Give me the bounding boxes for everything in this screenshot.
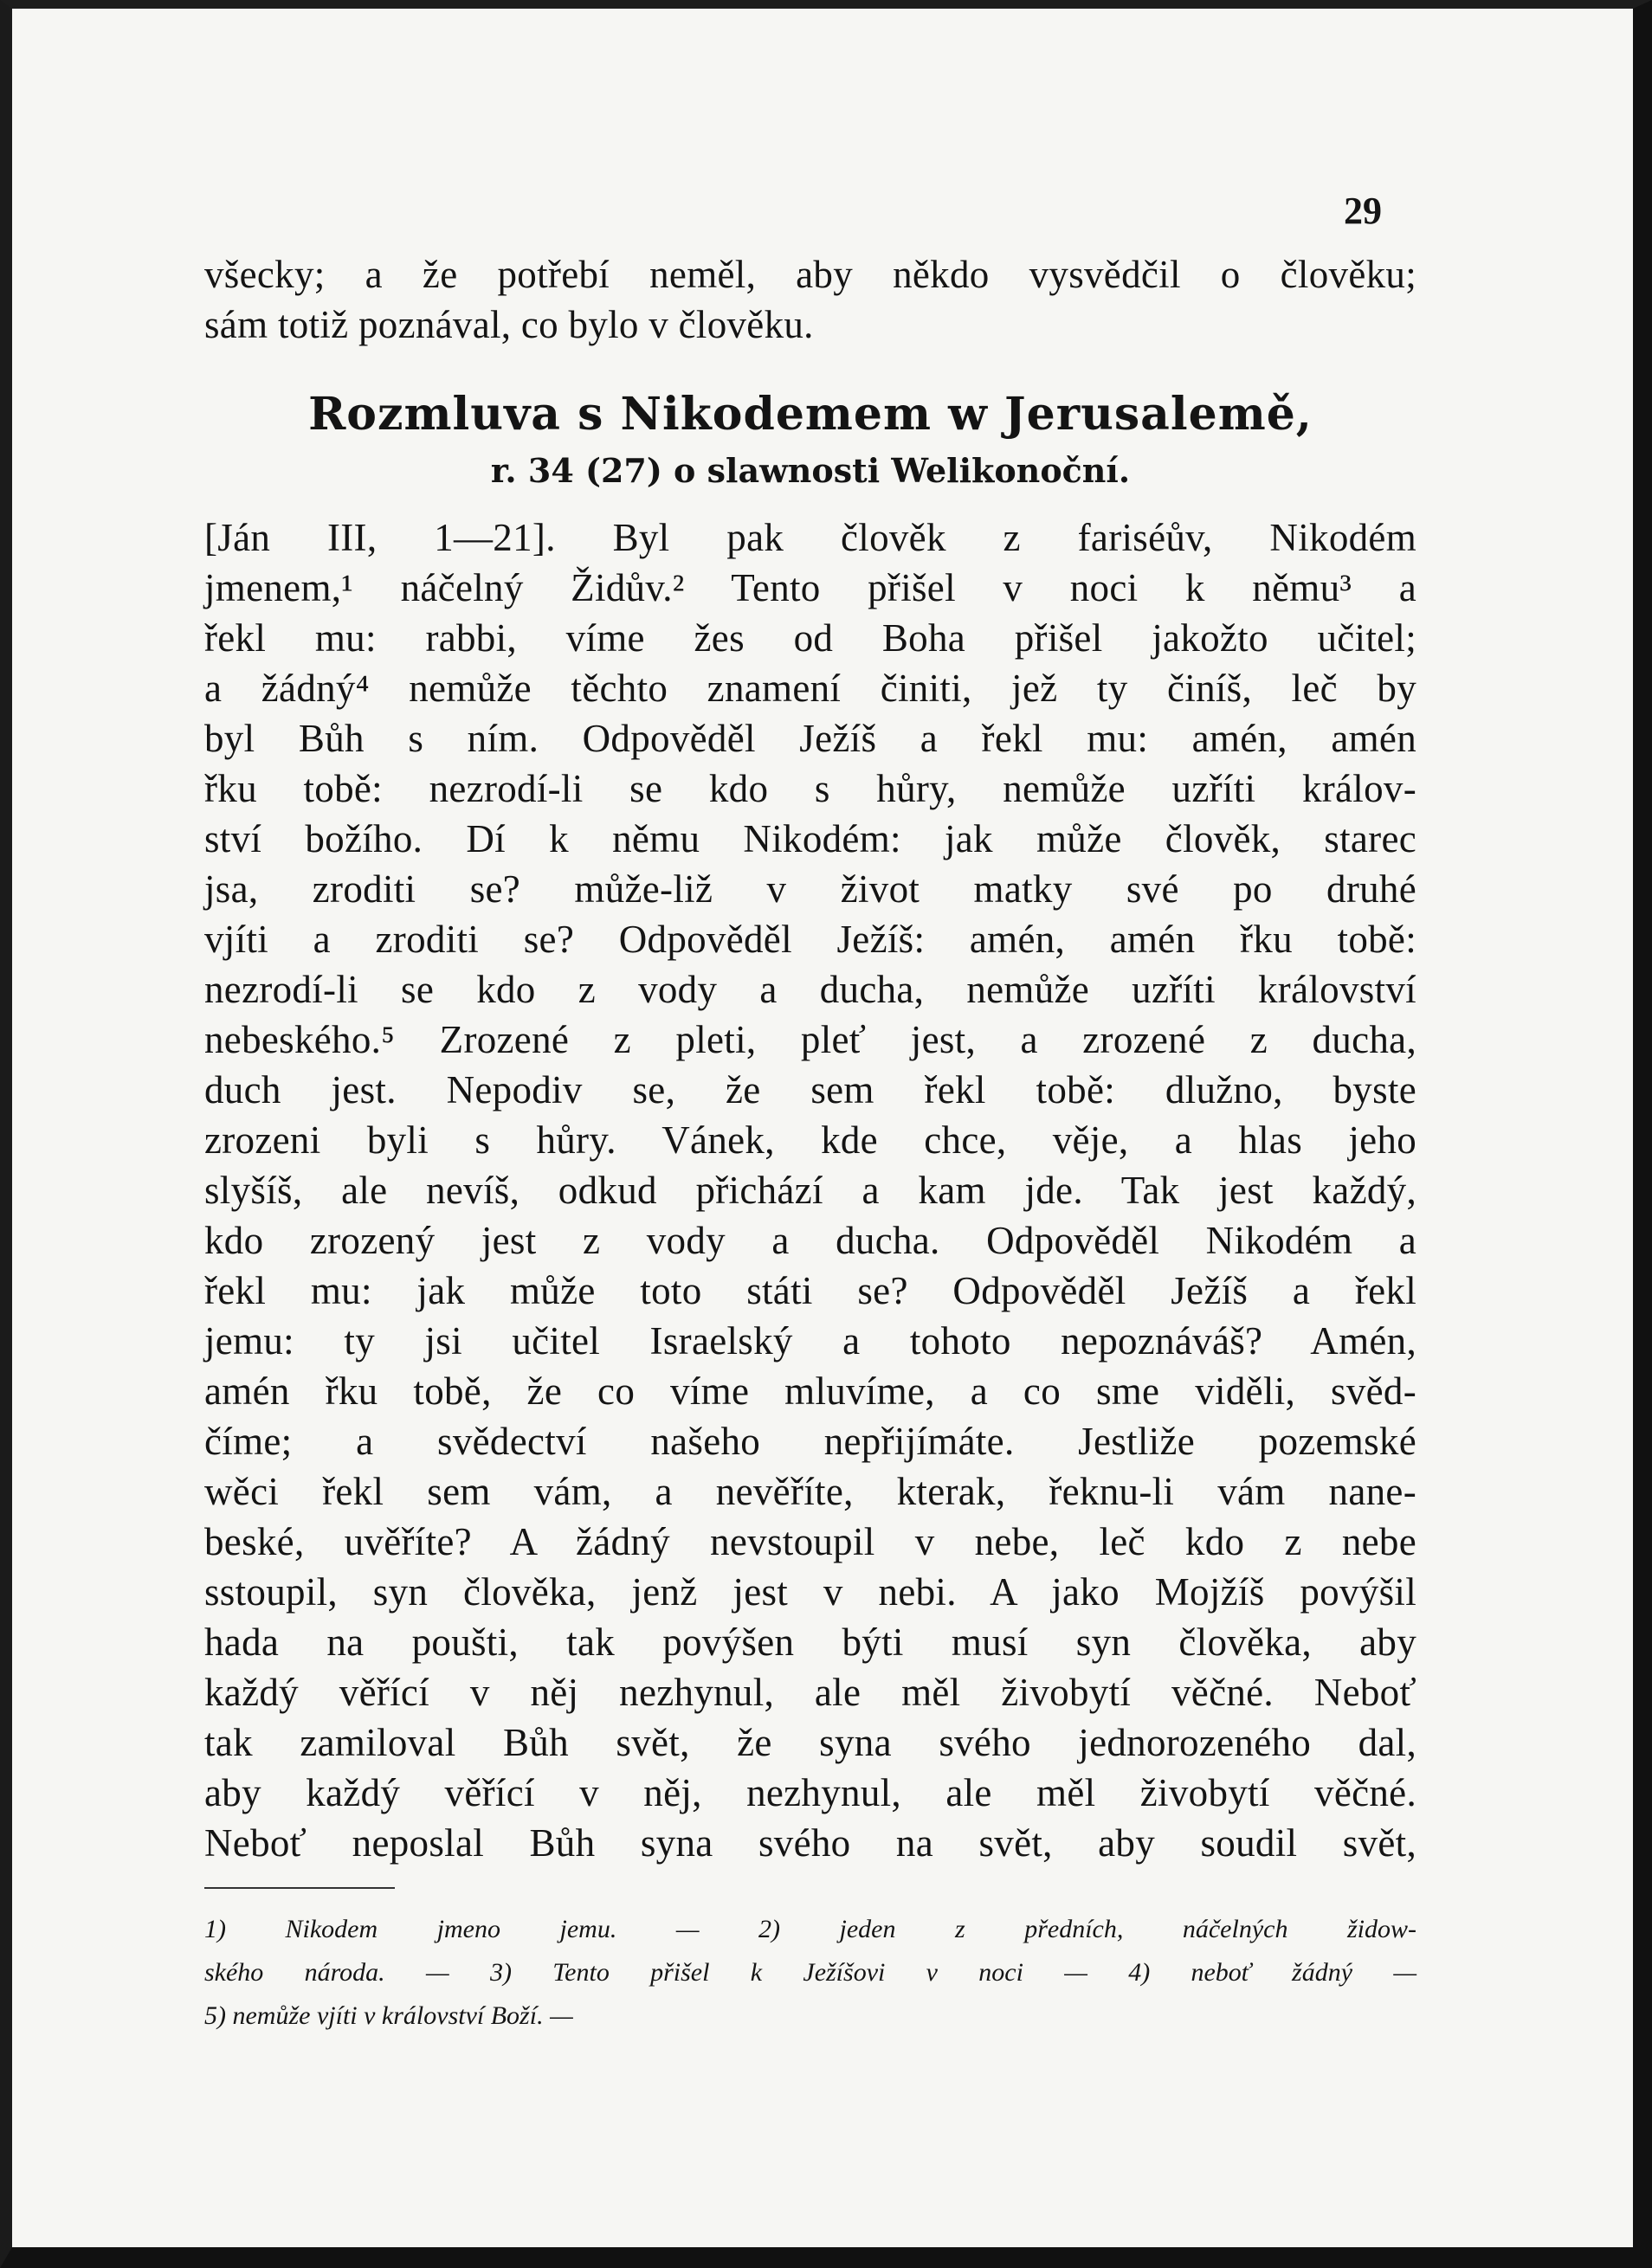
text-line: hada na poušti, tak povýšen býti musí syn člověka, aby [204,1620,1416,1664]
text-line: jmenem,¹ náčelný Židův.² Tento přišel v noci k němu³ a [204,566,1416,609]
text-line: vjíti a zroditi se? Odpověděl Ježíš: amén, amén řku tobě: [204,918,1416,961]
text-line: nezrodí-li se kdo z vody a ducha, nemůže uzříti království [204,968,1416,1011]
text-line: sstoupil, syn člověka, jenž jest v nebi. A jako Mojžíš povýšil [204,1570,1416,1614]
text-line: všecky; a že potřebí neměl, aby někdo vysvědčil o člověku; [204,253,1416,296]
section-subheading: r. 34 (27) o slawnosti Welikonoční. [490,451,1131,490]
text-line: zrozeni byli s hůry. Vánek, kde chce, věje, a hlas jeho [204,1118,1416,1162]
text-line: každý věřící v něj nezhynul, ale měl živobytí věčné. Neboť [204,1671,1416,1714]
body-paragraph [204,512,1416,1868]
text-line: nebeského.⁵ Zrozené z pleti, pleť jest, a zrozené z ducha, [204,1018,1416,1061]
page-number: 29 [1344,190,1382,232]
text-line: byl Bůh s ním. Odpověděl Ježíš a řekl mu: amén, amén [204,717,1416,760]
text-line: jsa, zroditi se? může-liž v život matky své po druhé [204,867,1416,911]
text-line: duch jest. Nepodiv se, že sem řekl tobě: dlužno, byste [204,1068,1416,1111]
footnote-line: 5) nemůže vjíti v království Boží. — [204,2001,573,2030]
text-line: aby každý věřící v něj, nezhynul, ale měl živobytí věčné. [204,1771,1416,1814]
text-line: jemu: ty jsi učitel Israelský a tohoto nepoznáváš? Amén, [204,1319,1416,1363]
text-line: amén řku tobě, že co víme mluvíme, a co sme viděli, svěd- [204,1369,1416,1413]
section-heading: Rozmluva s Nikodemem w Jerusalemě, [308,388,1313,441]
text-line: číme; a svědectví našeho nepřijímáte. Jestliže pozemské [204,1420,1416,1463]
text-line: [Ján III, 1—21]. Byl pak člověk z fariséův, Nikodém [204,516,1416,559]
text-line: ství božího. Dí k němu Nikodém: jak může člověk, starec [204,817,1416,860]
text-line: řekl mu: jak může toto státi se? Odpověděl Ježíš a řekl [204,1269,1416,1312]
text-line: řekl mu: rabbi, víme žes od Boha přišel jakožto učitel; [204,616,1416,660]
footnote-divider [204,1887,395,1889]
footnote-line: 1) Nikodem jmeno jemu. — 2) jeden z předních, náčelných židow- [204,1915,1416,1943]
text-line: kdo zrozený jest z vody a ducha. Odpověděl Nikodém a [204,1219,1416,1262]
footnote-line: ského národa. — 3) Tento přišel k Ježíšovi v noci — 4) neboť žádný — [204,1958,1416,1987]
text-line: sám totiž poznával, co bylo v člověku. [204,303,814,346]
text-line: Neboť neposlal Bůh syna svého na svět, aby soudil svět, [204,1821,1416,1865]
text-line: řku tobě: nezrodí-li se kdo s hůry, nemůže uzříti králov- [204,767,1416,810]
text-line: a žádný⁴ nemůže těchto znamení činiti, jež ty činíš, leč by [204,667,1416,710]
text-block [204,249,1416,2038]
text-line: tak zamiloval Bůh svět, že syna svého jednorozeného dal, [204,1721,1416,1764]
text-line: slyšíš, ale nevíš, odkud přichází a kam jde. Tak jest každý, [204,1169,1416,1212]
text-line: wěci řekl sem vám, a nevěříte, kterak, řeknu-li vám nane- [204,1470,1416,1513]
footnotes [204,1908,1416,2038]
text-line: beské, uvěříte? A žádný nevstoupil v nebe, leč kdo z nebe [204,1520,1416,1563]
